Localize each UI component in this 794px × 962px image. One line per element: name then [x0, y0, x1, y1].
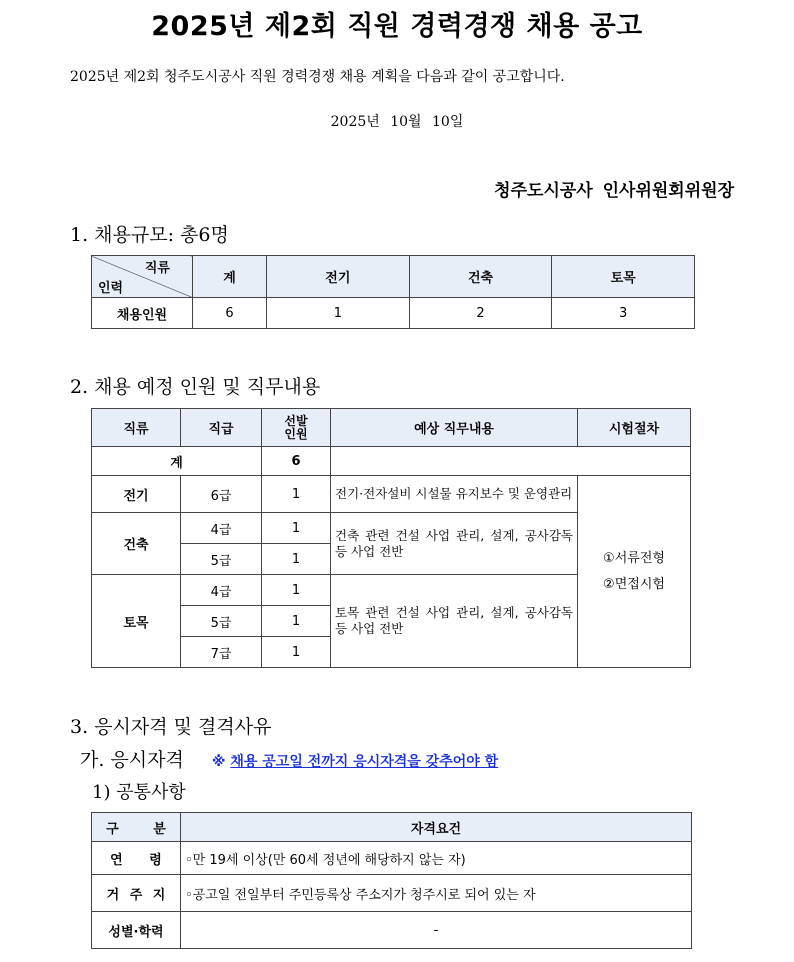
- count-arch-2: 1: [262, 544, 331, 575]
- corner-bottom-label: 인력: [98, 281, 124, 296]
- job-details-table: [91, 408, 691, 668]
- duties-elec: 전기·전자설비 시설물 유지보수 및 운영관리: [331, 476, 578, 513]
- process-cell: [578, 476, 691, 668]
- corner-top-label: 직류: [144, 261, 170, 276]
- row-gender-edu-label: 성별·학력: [92, 912, 181, 949]
- total-blank: [331, 447, 691, 476]
- count-civil-1: 1: [262, 575, 331, 606]
- section1-heading: 1. 채용규모: 총6명: [70, 224, 229, 246]
- header-civil: 토목: [552, 256, 695, 298]
- header-grade: 직급: [181, 409, 262, 447]
- count-elec: 1: [262, 476, 331, 513]
- field-civil: 토목: [92, 575, 181, 668]
- row-residence-label: 거 주 지: [92, 875, 181, 912]
- recruitment-size-table: [91, 255, 695, 329]
- grade-arch-1: 4급: [181, 513, 262, 544]
- process-step1: ①서류전형: [603, 550, 665, 566]
- value-civil: 3: [552, 298, 695, 329]
- value-elec: 1: [267, 298, 410, 329]
- common-requirements-heading: 1) 공통사항: [92, 782, 186, 803]
- header-total: 계: [193, 256, 267, 298]
- announcement-date: 2025년 10월 10일: [330, 114, 464, 130]
- deadline-note: [212, 754, 498, 770]
- count-civil-3: 1: [262, 637, 331, 668]
- header-process: 시험절차: [578, 409, 691, 447]
- field-elec: 전기: [92, 476, 181, 513]
- field-arch: 건축: [92, 513, 181, 575]
- row-age-label: 연 령: [92, 842, 181, 875]
- header-elec: 전기: [267, 256, 410, 298]
- header-count: [262, 409, 331, 447]
- value-arch: 2: [409, 298, 552, 329]
- duties-civil: 토목 관련 건설 사업 관리, 설계, 공사감독 등 사업 전반: [331, 575, 578, 668]
- intro-text: 2025년 제2회 청주도시공사 직원 경력경쟁 채용 계획을 다음과 같이 공고합니다.: [70, 69, 565, 85]
- requirements-table: [91, 812, 692, 949]
- header-arch: 건축: [409, 256, 552, 298]
- sub-a-label: 가. 응시자격: [80, 749, 184, 771]
- header-requirement: 자격요건: [181, 813, 692, 842]
- header-count-line1: 선발: [284, 413, 308, 428]
- header-field: 직류: [92, 409, 181, 447]
- grade-civil-2: 5급: [181, 606, 262, 637]
- section2-heading: 2. 채용 예정 인원 및 직무내용: [70, 376, 321, 398]
- grade-elec: 6급: [181, 476, 262, 513]
- header-count-line2: 인원: [284, 426, 308, 441]
- count-arch-1: 1: [262, 513, 331, 544]
- note-text: 채용 공고일 전까지 응시자격을 갖추어야 함: [230, 754, 499, 770]
- total-label: 계: [92, 447, 262, 476]
- row-label: 채용인원: [92, 298, 193, 329]
- count-civil-2: 1: [262, 606, 331, 637]
- section3-heading: 3. 응시자격 및 결격사유: [70, 716, 272, 738]
- row-residence-value: ◦공고일 전일부터 주민등록상 주소지가 청주시로 되어 있는 자: [181, 875, 692, 912]
- note-mark: ※: [211, 754, 226, 770]
- grade-civil-3: 7급: [181, 637, 262, 668]
- corner-cell: [92, 256, 193, 298]
- total-value: 6: [262, 447, 331, 476]
- duties-arch: 건축 관련 건설 사업 관리, 설계, 공사감독 등 사업 전반: [331, 513, 578, 575]
- header-duties: 예상 직무내용: [331, 409, 578, 447]
- qualification-subheading: [80, 745, 498, 772]
- grade-civil-1: 4급: [181, 575, 262, 606]
- value-total: 6: [193, 298, 267, 329]
- header-category: 구 분: [92, 813, 181, 842]
- process-step2: ②면접시험: [603, 576, 665, 592]
- page-title: 2025년 제2회 직원 경력경쟁 채용 공고: [151, 11, 643, 42]
- issuer-name: 청주도시공사 인사위원회위원장: [494, 181, 734, 201]
- row-gender-edu-value: -: [181, 912, 692, 949]
- row-age-value: ◦만 19세 이상(만 60세 정년에 해당하지 않는 자): [181, 842, 692, 875]
- grade-arch-2: 5급: [181, 544, 262, 575]
